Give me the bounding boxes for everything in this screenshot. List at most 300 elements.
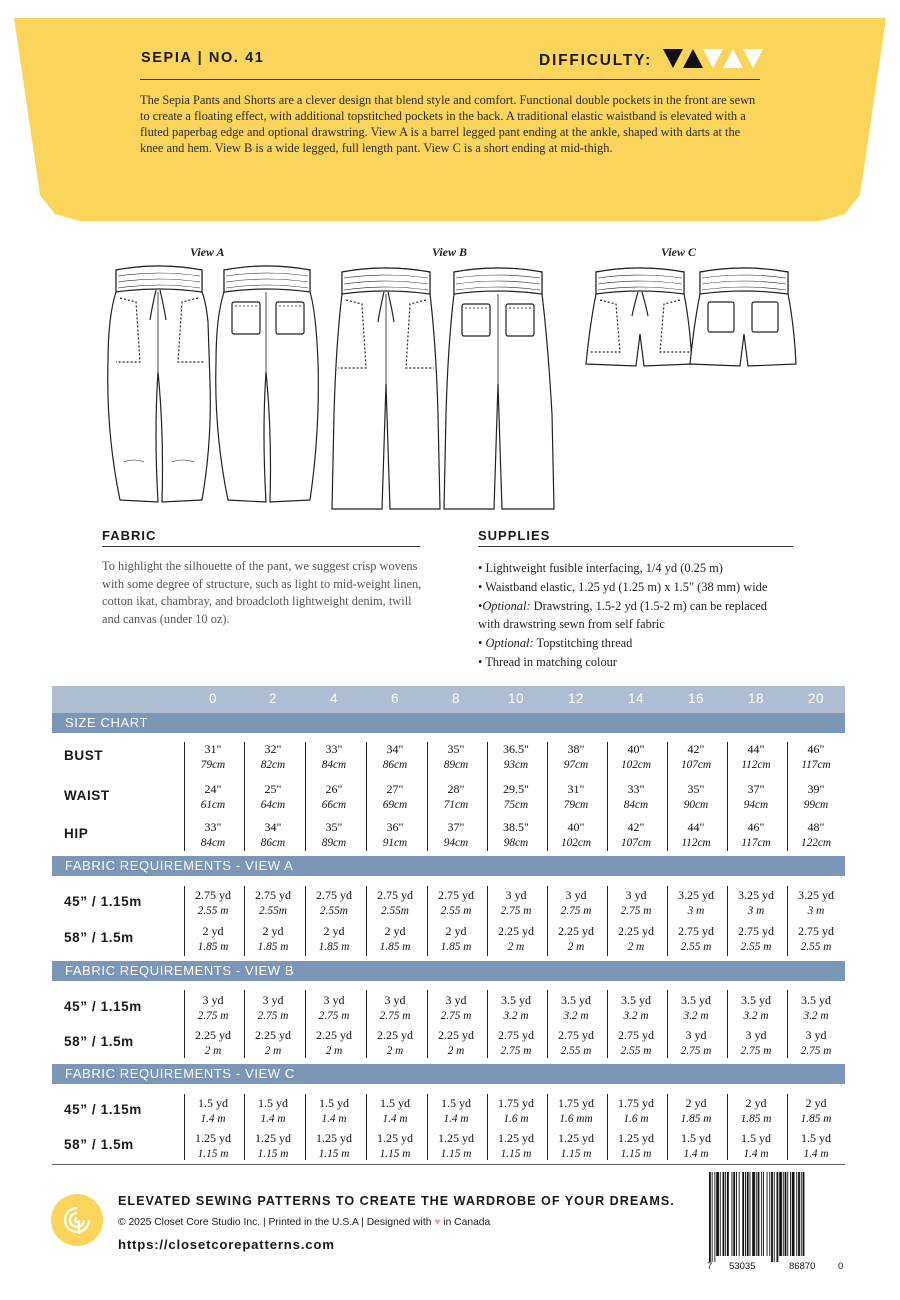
view-c-requirements-bar: FABRIC REQUIREMENTS - VIEW C: [52, 1064, 845, 1084]
measurement-cm: 94cm: [743, 798, 769, 811]
requirement-meters: 2.55 m: [800, 940, 832, 953]
measurement-cell: [184, 820, 242, 851]
measurement-inches: 46": [807, 742, 825, 756]
barcode-bar: [803, 1172, 805, 1256]
requirement-meters: 2.75 m: [500, 904, 532, 917]
measurement-inches: 25": [264, 782, 282, 796]
requirement-cell: [727, 888, 785, 919]
barcode-bar: [742, 1172, 744, 1256]
requirement-yards: 2 yd: [445, 924, 467, 938]
size-column-header: 2: [268, 691, 277, 706]
fabric-heading: FABRIC: [102, 528, 157, 543]
requirement-cell: [667, 993, 725, 1024]
barcode-bar: [720, 1172, 721, 1256]
requirement-cell: [727, 993, 785, 1024]
requirement-yards: 2.75 yd: [438, 888, 474, 902]
requirement-cell: [787, 993, 845, 1024]
barrel-leg-pant-illustration: [104, 262, 326, 512]
requirement-cell: [607, 888, 665, 919]
barcode-bar: [769, 1172, 770, 1256]
requirement-cell: [727, 1096, 785, 1127]
requirement-cell: [366, 1028, 424, 1059]
requirement-yards: 3.5 yd: [621, 993, 651, 1007]
requirement-meters: 2.55m: [259, 904, 287, 917]
requirement-cell: [366, 1131, 424, 1162]
requirement-meters: 1.85 m: [197, 940, 229, 953]
measurement-inches: 46": [747, 820, 765, 834]
measurement-cell: [607, 820, 665, 851]
requirement-yards: 3.25 yd: [798, 888, 834, 902]
measurement-inches: 38": [567, 742, 585, 756]
barcode-bar: [747, 1172, 749, 1256]
pattern-name: SEPIA | NO. 41: [141, 50, 265, 66]
requirement-yards: 2 yd: [685, 1096, 707, 1110]
requirement-yards: 1.25 yd: [255, 1131, 291, 1145]
requirement-cell: [667, 1131, 725, 1162]
barcode-bar: [709, 1172, 711, 1262]
fabric-width-label: 45” / 1.15m: [64, 999, 142, 1014]
measurement-cm: 112cm: [741, 758, 771, 771]
measurement-cell: [667, 820, 725, 851]
barcode-bar: [716, 1172, 719, 1256]
requirement-yards: 3 yd: [625, 888, 647, 902]
requirement-meters: 1.85 m: [379, 940, 411, 953]
measurement-cm: 69cm: [382, 798, 408, 811]
measurement-cm: 66cm: [321, 798, 347, 811]
requirement-cell: [244, 1131, 302, 1162]
measurement-cm: 107cm: [680, 758, 712, 771]
measurement-cell: [607, 742, 665, 773]
requirement-cell: [366, 924, 424, 955]
barcode-bar: [777, 1172, 779, 1262]
measurement-inches: 44": [747, 742, 765, 756]
requirement-meters: 2.75 m: [257, 1009, 289, 1022]
measurement-cell: [427, 820, 485, 851]
measurement-cm: 84cm: [623, 798, 649, 811]
requirement-meters: 1.15 m: [560, 1147, 592, 1160]
measurement-cm: 112cm: [681, 836, 711, 849]
barcode-bar: [801, 1172, 802, 1256]
measurement-cell: [727, 820, 785, 851]
requirement-yards: 2 yd: [384, 924, 406, 938]
requirement-cell: [787, 888, 845, 919]
barcode-bar: [763, 1172, 764, 1256]
requirement-cell: [787, 1028, 845, 1059]
requirement-meters: 2.55 m: [440, 904, 472, 917]
requirement-meters: 2.55 m: [680, 940, 712, 953]
measurement-inches: 33": [627, 782, 645, 796]
size-column-header: 10: [507, 691, 525, 706]
difficulty-label: DIFFICULTY:: [539, 52, 653, 69]
requirement-meters: 3.2 m: [563, 1009, 589, 1022]
requirement-cell: [244, 1096, 302, 1127]
website-link[interactable]: https://closetcorepatterns.com: [118, 1237, 335, 1252]
requirement-meters: 1.85 m: [740, 1112, 772, 1125]
requirement-yards: 2.25 yd: [498, 924, 534, 938]
closet-core-logo-icon: [51, 1194, 103, 1246]
measurement-cell: [427, 782, 485, 813]
requirement-meters: 1.15 m: [500, 1147, 532, 1160]
measurement-inches: 33": [204, 820, 222, 834]
requirement-cell: [487, 993, 545, 1024]
requirement-yards: 1.25 yd: [195, 1131, 231, 1145]
measurement-cm: 79cm: [200, 758, 226, 771]
requirement-meters: 2.75 m: [500, 1044, 532, 1057]
requirement-meters: 2.75 m: [197, 1009, 229, 1022]
barcode-digits-left: 53035: [729, 1261, 756, 1272]
requirement-yards: 1.75 yd: [498, 1096, 534, 1110]
fabric-divider: [102, 546, 420, 547]
requirement-meters: 1.4 m: [683, 1147, 709, 1160]
measurement-cell: [487, 820, 545, 851]
measurement-cm: 82cm: [260, 758, 286, 771]
measurement-inches: 36": [386, 820, 404, 834]
size-chart-bar: SIZE CHART: [52, 713, 845, 733]
measurement-cell: [487, 742, 545, 773]
measurement-inches: 42": [687, 742, 705, 756]
requirement-meters: 2.55 m: [620, 1044, 652, 1057]
requirement-cell: [427, 1028, 485, 1059]
barcode-bar: [752, 1172, 755, 1256]
requirement-cell: [305, 993, 363, 1024]
requirement-cell: [244, 924, 302, 955]
supplies-divider: [478, 546, 793, 547]
measurement-cm: 64cm: [260, 798, 286, 811]
measurement-cell: [787, 820, 845, 851]
measurement-cell: [244, 742, 302, 773]
requirement-cell: [184, 993, 242, 1024]
measurement-inches: 35": [687, 782, 705, 796]
measurement-cm: 117cm: [741, 836, 771, 849]
requirement-cell: [727, 1028, 785, 1059]
measurement-inches: 34": [264, 820, 282, 834]
requirement-yards: 1.75 yd: [558, 1096, 594, 1110]
requirement-yards: 3 yd: [445, 993, 467, 1007]
measurement-cm: 102cm: [620, 758, 652, 771]
requirement-cell: [607, 924, 665, 955]
requirement-yards: 2.75 yd: [377, 888, 413, 902]
requirement-yards: 2.75 yd: [255, 888, 291, 902]
requirement-yards: 2.75 yd: [738, 924, 774, 938]
barcode-bar: [767, 1172, 768, 1256]
requirement-meters: 1.15 m: [379, 1147, 411, 1160]
barcode-bar: [739, 1172, 740, 1256]
measurement-label: HIP: [64, 826, 89, 841]
requirement-cell: [305, 888, 363, 919]
barcode-bar: [787, 1172, 788, 1256]
requirement-cell: [305, 1131, 363, 1162]
requirement-meters: 2.55m: [320, 904, 348, 917]
barcode-bar: [758, 1172, 760, 1256]
measurement-label: WAIST: [64, 788, 110, 803]
barcode-bar: [783, 1172, 784, 1256]
requirement-yards: 2.25 yd: [316, 1028, 352, 1042]
requirement-yards: 1.25 yd: [558, 1131, 594, 1145]
requirement-meters: 2.75 m: [800, 1044, 832, 1057]
requirement-yards: 3 yd: [805, 1028, 827, 1042]
requirement-cell: [667, 1028, 725, 1059]
requirement-cell: [244, 993, 302, 1024]
requirement-yards: 2.25 yd: [195, 1028, 231, 1042]
requirement-yards: 3 yd: [323, 993, 345, 1007]
measurement-cell: [244, 820, 302, 851]
view-c-label: View C: [661, 245, 697, 259]
supplies-item: • Waistband elastic, 1.25 yd (1.25 m) x 1.5" (38 mm) wide: [478, 579, 768, 594]
fabric-width-label: 58” / 1.5m: [64, 930, 134, 945]
requirement-yards: 2.75 yd: [798, 924, 834, 938]
requirement-meters: 2 m: [264, 1044, 282, 1057]
requirement-yards: 3 yd: [384, 993, 406, 1007]
difficulty-triangle-filled-icon: [683, 49, 703, 68]
size-column-header: 18: [747, 691, 765, 706]
measurement-cell: [487, 782, 545, 813]
requirement-meters: 1.15 m: [440, 1147, 472, 1160]
measurement-cell: [727, 742, 785, 773]
requirement-cell: [667, 888, 725, 919]
requirement-yards: 1.75 yd: [618, 1096, 654, 1110]
supplies-item: •Optional: Drawstring, 1.5-2 yd (1.5-2 m) can be replaced: [478, 598, 767, 613]
supplies-item: with drawstring sewn from self fabric: [478, 617, 665, 632]
measurement-cell: [667, 742, 725, 773]
requirement-yards: 2 yd: [262, 924, 284, 938]
requirement-cell: [787, 924, 845, 955]
measurement-cell: [547, 782, 605, 813]
requirement-cell: [607, 993, 665, 1024]
measurement-inches: 42": [627, 820, 645, 834]
barcode-digits-right: 86870: [789, 1261, 816, 1272]
requirement-yards: 3 yd: [505, 888, 527, 902]
requirement-yards: 2 yd: [745, 1096, 767, 1110]
barcode-digit-check: 0: [838, 1261, 844, 1272]
requirement-cell: [184, 1096, 242, 1127]
measurement-cell: [547, 820, 605, 851]
requirement-yards: 3.5 yd: [561, 993, 591, 1007]
measurement-cm: 97cm: [563, 758, 589, 771]
barcode-digit-prefix: 7: [707, 1261, 713, 1272]
barcode-bar: [779, 1172, 782, 1256]
barcode-icon: [703, 1172, 843, 1267]
barcode-bar: [712, 1172, 713, 1262]
requirement-cell: [607, 1131, 665, 1162]
requirement-meters: 1.85 m: [680, 1112, 712, 1125]
requirement-cell: [547, 1096, 605, 1127]
requirement-cell: [427, 888, 485, 919]
fabric-width-label: 58” / 1.5m: [64, 1137, 134, 1152]
requirement-meters: 2 m: [204, 1044, 222, 1057]
requirement-meters: 3.2 m: [743, 1009, 769, 1022]
measurement-cell: [787, 782, 845, 813]
barcode-bar: [745, 1172, 746, 1256]
size-header-bar: [52, 686, 845, 713]
requirement-meters: 1.4 m: [321, 1112, 347, 1125]
requirement-yards: 3.5 yd: [741, 993, 771, 1007]
size-column-header: 4: [329, 691, 338, 706]
measurement-cm: 117cm: [801, 758, 831, 771]
barcode-bar: [796, 1172, 797, 1256]
requirement-yards: 3.5 yd: [801, 993, 831, 1007]
measurement-inches: 40": [567, 820, 585, 834]
fabric-width-label: 45” / 1.15m: [64, 894, 142, 909]
requirement-yards: 2.75 yd: [498, 1028, 534, 1042]
requirement-cell: [366, 993, 424, 1024]
requirement-meters: 1.4 m: [200, 1112, 226, 1125]
supplies-heading: SUPPLIES: [478, 528, 551, 543]
measurement-cell: [366, 782, 424, 813]
supplies-list: [478, 559, 808, 672]
barcode-bar: [736, 1172, 737, 1256]
requirement-cell: [547, 924, 605, 955]
measurement-inches: 40": [627, 742, 645, 756]
requirement-yards: 1.25 yd: [618, 1131, 654, 1145]
measurement-cm: 84cm: [200, 836, 226, 849]
requirement-meters: 3 m: [687, 904, 705, 917]
measurement-inches: 29.5": [503, 782, 529, 796]
measurement-cell: [607, 782, 665, 813]
requirement-meters: 2.55 m: [197, 904, 229, 917]
measurement-cm: 89cm: [321, 836, 347, 849]
requirement-meters: 1.15 m: [197, 1147, 229, 1160]
requirement-cell: [487, 924, 545, 955]
measurement-cm: 107cm: [620, 836, 652, 849]
requirement-yards: 2.75 yd: [195, 888, 231, 902]
requirement-yards: 1.25 yd: [498, 1131, 534, 1145]
requirement-cell: [427, 993, 485, 1024]
requirement-cell: [787, 1096, 845, 1127]
supplies-item: • Lightweight fusible interfacing, 1/4 yd (0.25 m): [478, 561, 723, 575]
measurement-inches: 34": [386, 742, 404, 756]
requirement-cell: [487, 1096, 545, 1127]
requirement-yards: 2 yd: [805, 1096, 827, 1110]
measurement-cell: [305, 782, 363, 813]
requirement-meters: 1.15 m: [620, 1147, 652, 1160]
requirement-meters: 1.6 m: [623, 1112, 649, 1125]
requirement-yards: 1.5 yd: [319, 1096, 349, 1110]
supplies-item: • Thread in matching colour: [478, 654, 617, 669]
requirement-cell: [244, 888, 302, 919]
requirement-cell: [305, 1096, 363, 1127]
requirement-meters: 3.2 m: [683, 1009, 709, 1022]
requirement-yards: 2.75 yd: [678, 924, 714, 938]
barcode-bar: [771, 1172, 773, 1262]
requirement-meters: 3 m: [747, 904, 765, 917]
requirement-cell: [487, 888, 545, 919]
requirement-cell: [547, 993, 605, 1024]
requirement-cell: [305, 1028, 363, 1059]
requirement-cell: [487, 1028, 545, 1059]
barcode-bar: [761, 1172, 762, 1256]
size-column-header: 16: [687, 691, 705, 706]
requirement-cell: [427, 1131, 485, 1162]
requirement-yards: 1.5 yd: [741, 1131, 771, 1145]
requirement-cell: [667, 1096, 725, 1127]
requirement-yards: 2.25 yd: [618, 924, 654, 938]
measurement-cm: 89cm: [443, 758, 469, 771]
requirement-cell: [787, 1131, 845, 1162]
view-a-requirements-bar: FABRIC REQUIREMENTS - VIEW A: [52, 856, 845, 876]
difficulty-triangle-filled-icon: [663, 49, 683, 68]
requirement-yards: 3 yd: [262, 993, 284, 1007]
requirement-cell: [487, 1131, 545, 1162]
requirement-yards: 1.25 yd: [377, 1131, 413, 1145]
requirement-meters: 2.75 m: [740, 1044, 772, 1057]
measurement-cell: [547, 742, 605, 773]
measurement-inches: 26": [325, 782, 343, 796]
size-column-header: 8: [451, 691, 460, 706]
requirement-meters: 1.4 m: [443, 1112, 469, 1125]
requirement-yards: 1.25 yd: [316, 1131, 352, 1145]
requirement-cell: [366, 1096, 424, 1127]
measurement-inches: 36.5": [503, 742, 529, 756]
requirement-meters: 1.85 m: [800, 1112, 832, 1125]
measurement-cell: [184, 742, 242, 773]
measurement-cell: [667, 782, 725, 813]
requirement-meters: 2.75 m: [680, 1044, 712, 1057]
requirement-cell: [727, 924, 785, 955]
requirement-meters: 1.85 m: [318, 940, 350, 953]
size-column-header: 12: [567, 691, 585, 706]
requirement-yards: 2.75 yd: [618, 1028, 654, 1042]
requirement-meters: 2 m: [627, 940, 645, 953]
pattern-description: The Sepia Pants and Shorts are a clever design that blend style and comfort. Functional double pockets in the front are sewn to create a floating effect, with additional topstitched pockets in the back. A traditional elastic waistband is elevated with a fluted paperbag edge and optional drawstring. View A is a barrel legged pant ending at the ankle, shaped with darts at the knee and hem. View B is a wide legged, full length pant. View C is a short ending at mid-thigh.: [140, 93, 756, 155]
measurement-inches: 39": [807, 782, 825, 796]
fabric-width-label: 45” / 1.15m: [64, 1102, 142, 1117]
barcode-bar: [714, 1172, 715, 1262]
barcode-bar: [725, 1172, 726, 1256]
heart-icon: ♥: [434, 1217, 441, 1228]
requirement-meters: 1.85 m: [257, 940, 289, 953]
requirement-yards: 2 yd: [202, 924, 224, 938]
requirement-yards: 2.25 yd: [377, 1028, 413, 1042]
measurement-cell: [787, 742, 845, 773]
measurement-inches: 48": [807, 820, 825, 834]
requirement-cell: [184, 924, 242, 955]
measurement-cm: 90cm: [683, 798, 709, 811]
requirement-cell: [727, 1131, 785, 1162]
requirement-meters: 1.4 m: [260, 1112, 286, 1125]
view-b-requirements-bar: FABRIC REQUIREMENTS - VIEW B: [52, 961, 845, 981]
measurement-inches: 27": [386, 782, 404, 796]
requirement-meters: 1.4 m: [803, 1147, 829, 1160]
requirement-yards: 3.5 yd: [681, 993, 711, 1007]
measurement-cm: 122cm: [800, 836, 832, 849]
measurement-cell: [184, 782, 242, 813]
difficulty-triangle-empty-icon: [703, 49, 723, 68]
requirement-yards: 3 yd: [565, 888, 587, 902]
requirement-meters: 1.6 mm: [559, 1112, 593, 1125]
requirement-meters: 2.55m: [381, 904, 409, 917]
requirement-cell: [366, 888, 424, 919]
chart-bottom-divider: [52, 1164, 845, 1165]
footer-copyright: © 2025 Closet Core Studio Inc. | Printed in the U.S.A | Designed with ♥ in Canada: [118, 1217, 491, 1228]
barcode-bar: [750, 1172, 751, 1256]
barcode-bar: [733, 1172, 735, 1256]
requirement-yards: 3 yd: [685, 1028, 707, 1042]
requirement-yards: 2.25 yd: [558, 924, 594, 938]
measurement-cm: 102cm: [560, 836, 592, 849]
requirement-meters: 3.2 m: [803, 1009, 829, 1022]
measurement-cm: 94cm: [443, 836, 469, 849]
requirement-meters: 1.4 m: [743, 1147, 769, 1160]
barcode-bar: [774, 1172, 775, 1262]
measurement-inches: 35": [447, 742, 465, 756]
measurement-inches: 28": [447, 782, 465, 796]
requirement-yards: 2.25 yd: [438, 1028, 474, 1042]
size-column-header: 20: [807, 691, 825, 706]
requirement-yards: 1.5 yd: [258, 1096, 288, 1110]
measurement-cell: [244, 782, 302, 813]
size-column-header: 14: [627, 691, 645, 706]
measurement-cm: 86cm: [260, 836, 286, 849]
